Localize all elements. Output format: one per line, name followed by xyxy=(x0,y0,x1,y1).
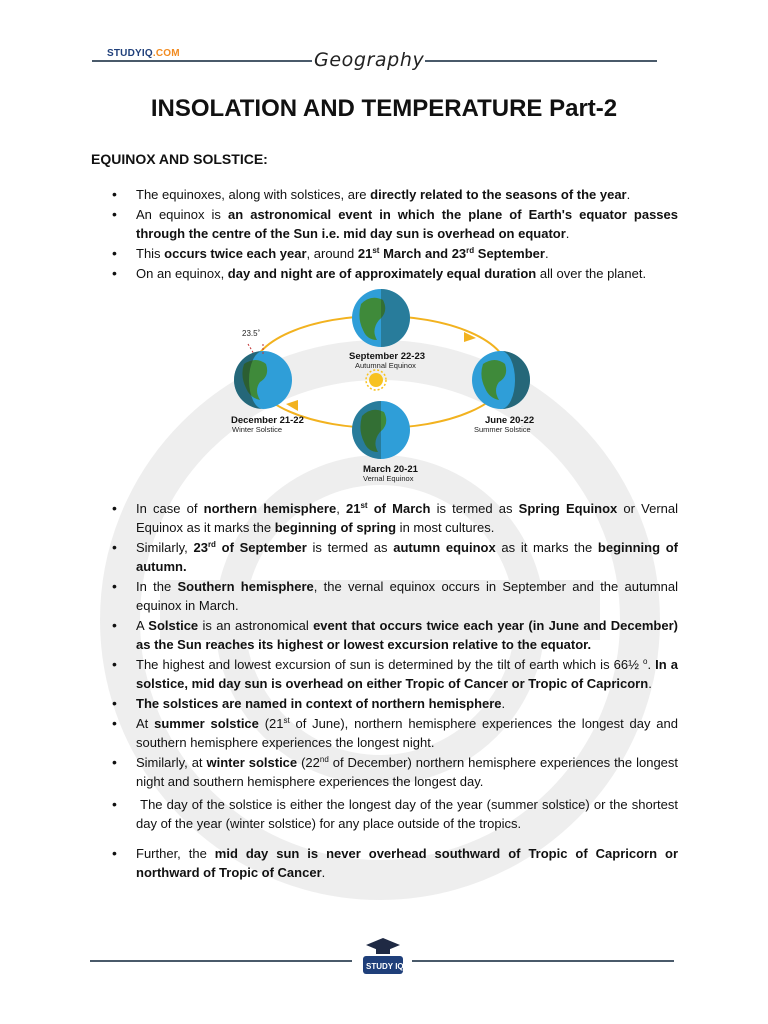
list-item: • Similarly, at winter solstice (22nd of December) northern hemisphere experiences the longest night and southern hemisphere experiences the longest day. xyxy=(0,753,768,791)
header-rule-right xyxy=(425,60,657,62)
label-winter-solstice: Winter Solstice xyxy=(232,425,283,434)
brand-logo: STUDYIQ.COM xyxy=(107,48,180,59)
label-summer-solstice: Summer Solstice xyxy=(474,425,531,434)
list-item: • A Solstice is an astronomical event that occurs twice each year (in June and December) as the Sun reaches its highest or lowest excursion relative to the equator. xyxy=(0,616,768,654)
bullet-list-details xyxy=(0,499,768,883)
label-autumnal-equinox: Autumnal Equinox xyxy=(355,361,416,370)
label-march: March 20-21 xyxy=(363,464,418,475)
earth-march-icon xyxy=(352,401,410,459)
list-item: • The day of the solstice is either the longest day of the year (summer solstice) or the shortest day of the year (winter solstice) for any place outside of the tropics. xyxy=(0,795,768,833)
label-vernal-equinox: Vernal Equinox xyxy=(363,474,414,483)
list-item: • At summer solstice (21st of June), northern hemisphere experiences the longest day and southern hemisphere experiences the longest night. xyxy=(0,714,768,752)
list-item: • The solstices are named in context of northern hemisphere. xyxy=(0,694,768,713)
footer-rule-left xyxy=(90,960,352,962)
subject-title: Geography xyxy=(314,49,425,71)
label-december: December 21-22 xyxy=(231,415,304,426)
header-rule-left xyxy=(92,60,312,62)
list-item: • In the Southern hemisphere, the vernal equinox occurs in September and the autumnal equinox in March. xyxy=(0,577,768,615)
earth-september-icon xyxy=(352,289,410,347)
label-september: September 22-23 xyxy=(349,351,426,362)
page-title: INSOLATION AND TEMPERATURE Part-2 xyxy=(150,95,618,122)
list-item: • This occurs twice each year, around 21st March and 23rd September. xyxy=(0,244,768,263)
list-item: • On an equinox, day and night are of approximately equal duration all over the planet. xyxy=(0,264,768,283)
list-item: • In case of northern hemisphere, 21st of March is termed as Spring Equinox or Vernal Equinox as it marks the beginning of spring in most cultures. xyxy=(0,499,768,537)
list-item: • Similarly, 23rd of September is termed as autumn equinox as it marks the beginning of autumn. xyxy=(0,538,768,576)
bullet-list-intro xyxy=(0,185,768,284)
list-item: • The equinoxes, along with solstices, are directly related to the seasons of the year. xyxy=(0,185,768,204)
list-item: • The highest and lowest excursion of sun is determined by the tilt of earth which is 66½ $^o$. In a solstice, mid day sun is overhead on either Tropic of Cancer or Tropic of Capricorn. xyxy=(0,655,768,693)
earth-orbit-diagram xyxy=(228,280,544,490)
list-item: • An equinox is an astronomical event in which the plane of Earth's equator passes through the centre of the Sun i.e. mid day sun is overhead on equator. xyxy=(0,205,768,243)
studyiq-footer-logo xyxy=(360,936,406,980)
footer-logo-text: STUDY IQ xyxy=(366,962,404,971)
earth-june-icon xyxy=(472,351,530,409)
tilt-angle-label: 23.5˚ xyxy=(242,329,261,338)
footer-rule-right xyxy=(412,960,674,962)
list-item: • Further, the mid day sun is never overhead southward of Tropic of Capricorn or northward of Tropic of Cancer. xyxy=(0,844,768,882)
sun-icon xyxy=(366,370,386,390)
earth-december-icon xyxy=(234,344,292,409)
orbit-arrow-icon xyxy=(286,400,298,411)
label-june: June 20-22 xyxy=(485,415,535,426)
section-heading: EQUINOX AND SOLSTICE: xyxy=(91,151,268,167)
